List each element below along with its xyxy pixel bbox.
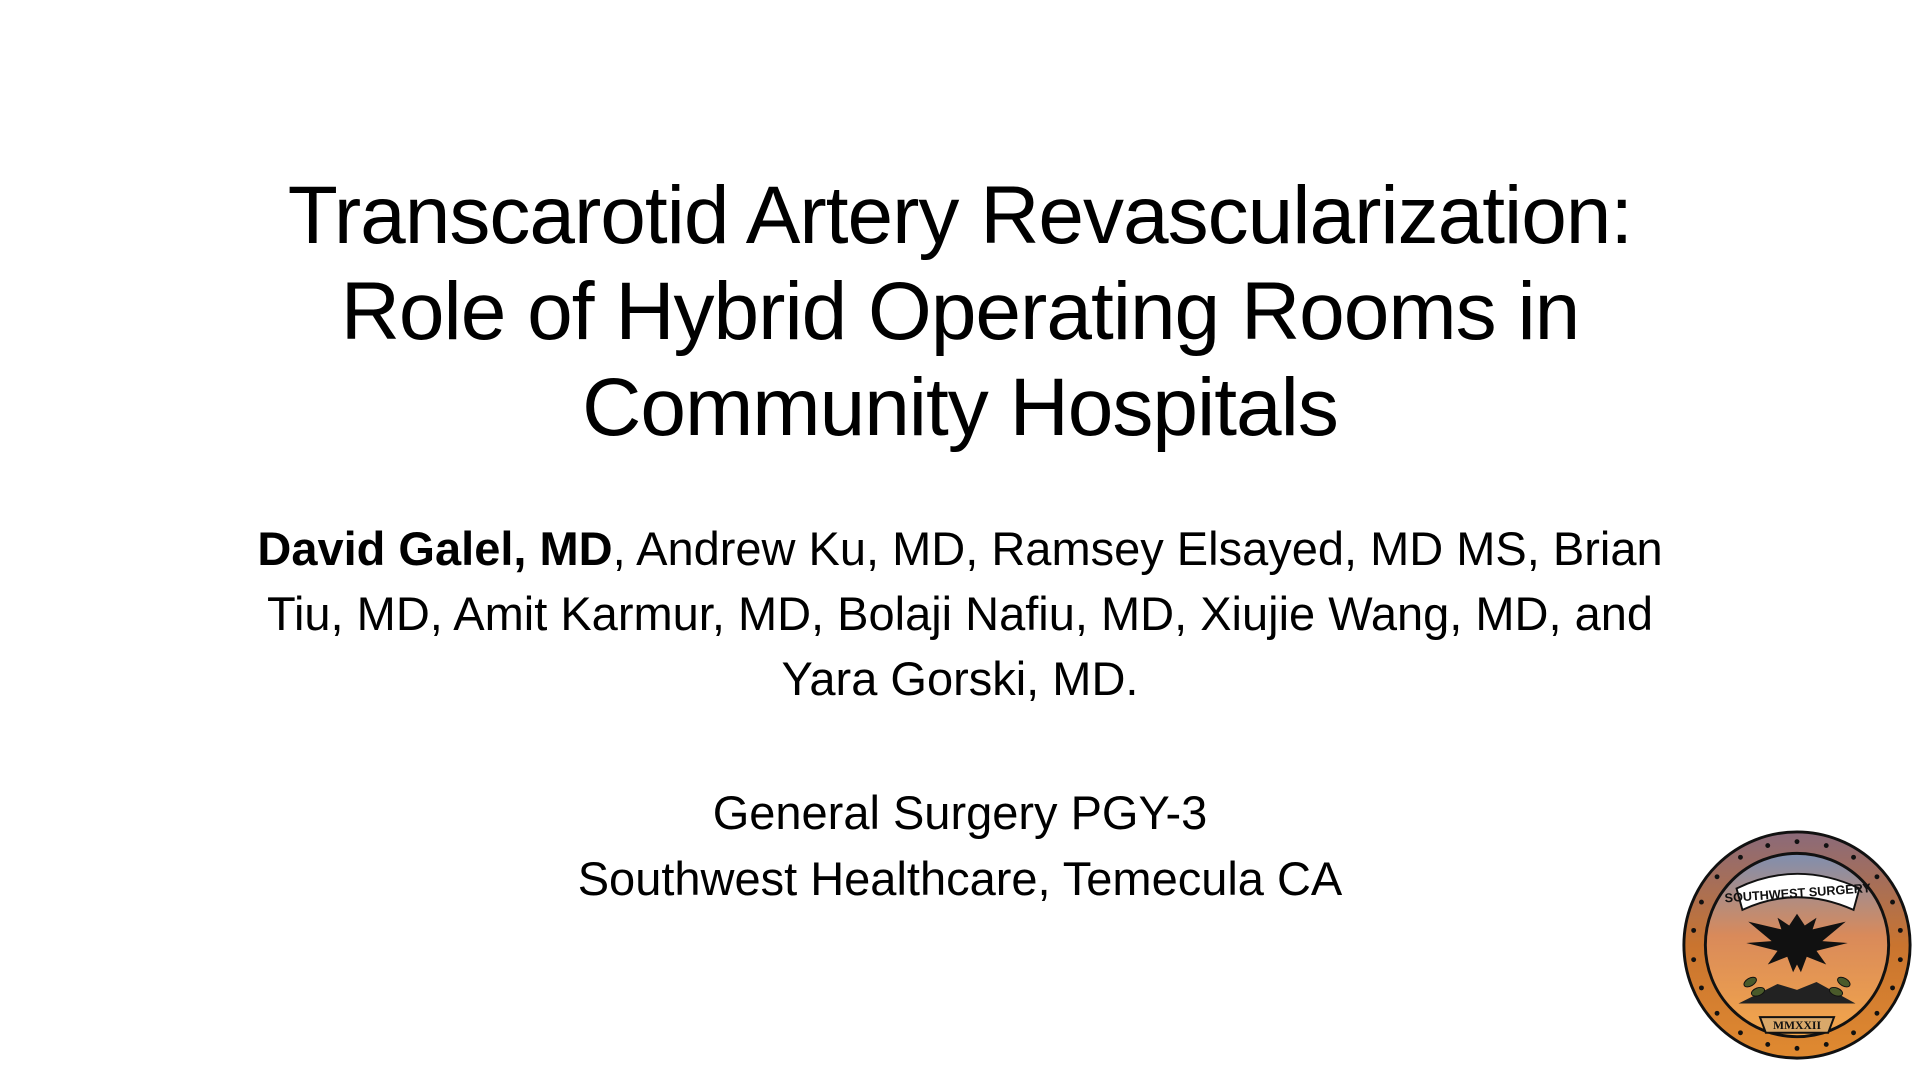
slide-title	[160, 168, 1760, 456]
presenter-name: David Galel, MD	[257, 522, 613, 575]
author-list	[180, 516, 1740, 711]
title-line-2: Role of Hybrid Operating Rooms in	[340, 266, 1580, 357]
coauthors-part-1: , Andrew Ku, MD, Ramsey Elsayed, MD MS, Brian	[612, 522, 1663, 575]
affiliation-institution: Southwest Healthcare, Temecula CA	[577, 852, 1343, 905]
affiliation	[360, 780, 1560, 912]
title-line-1: Transcarotid Artery Revascularization:	[287, 170, 1633, 261]
southwest-surgery-logo	[1680, 828, 1914, 1062]
logo-top-text: SOUTHWEST SURGERY	[1724, 881, 1872, 906]
author-line-2: Tiu, MD, Amit Karmur, MD, Bolaji Nafiu, MD, Xiujie Wang, MD, and	[267, 587, 1653, 640]
author-line-3: Yara Gorski, MD.	[781, 652, 1139, 705]
affiliation-position: General Surgery PGY-3	[712, 786, 1208, 839]
title-line-3: Community Hospitals	[582, 362, 1338, 453]
logo-bottom-text: MMXXII	[1772, 1018, 1822, 1032]
author-line-1	[180, 516, 1740, 581]
